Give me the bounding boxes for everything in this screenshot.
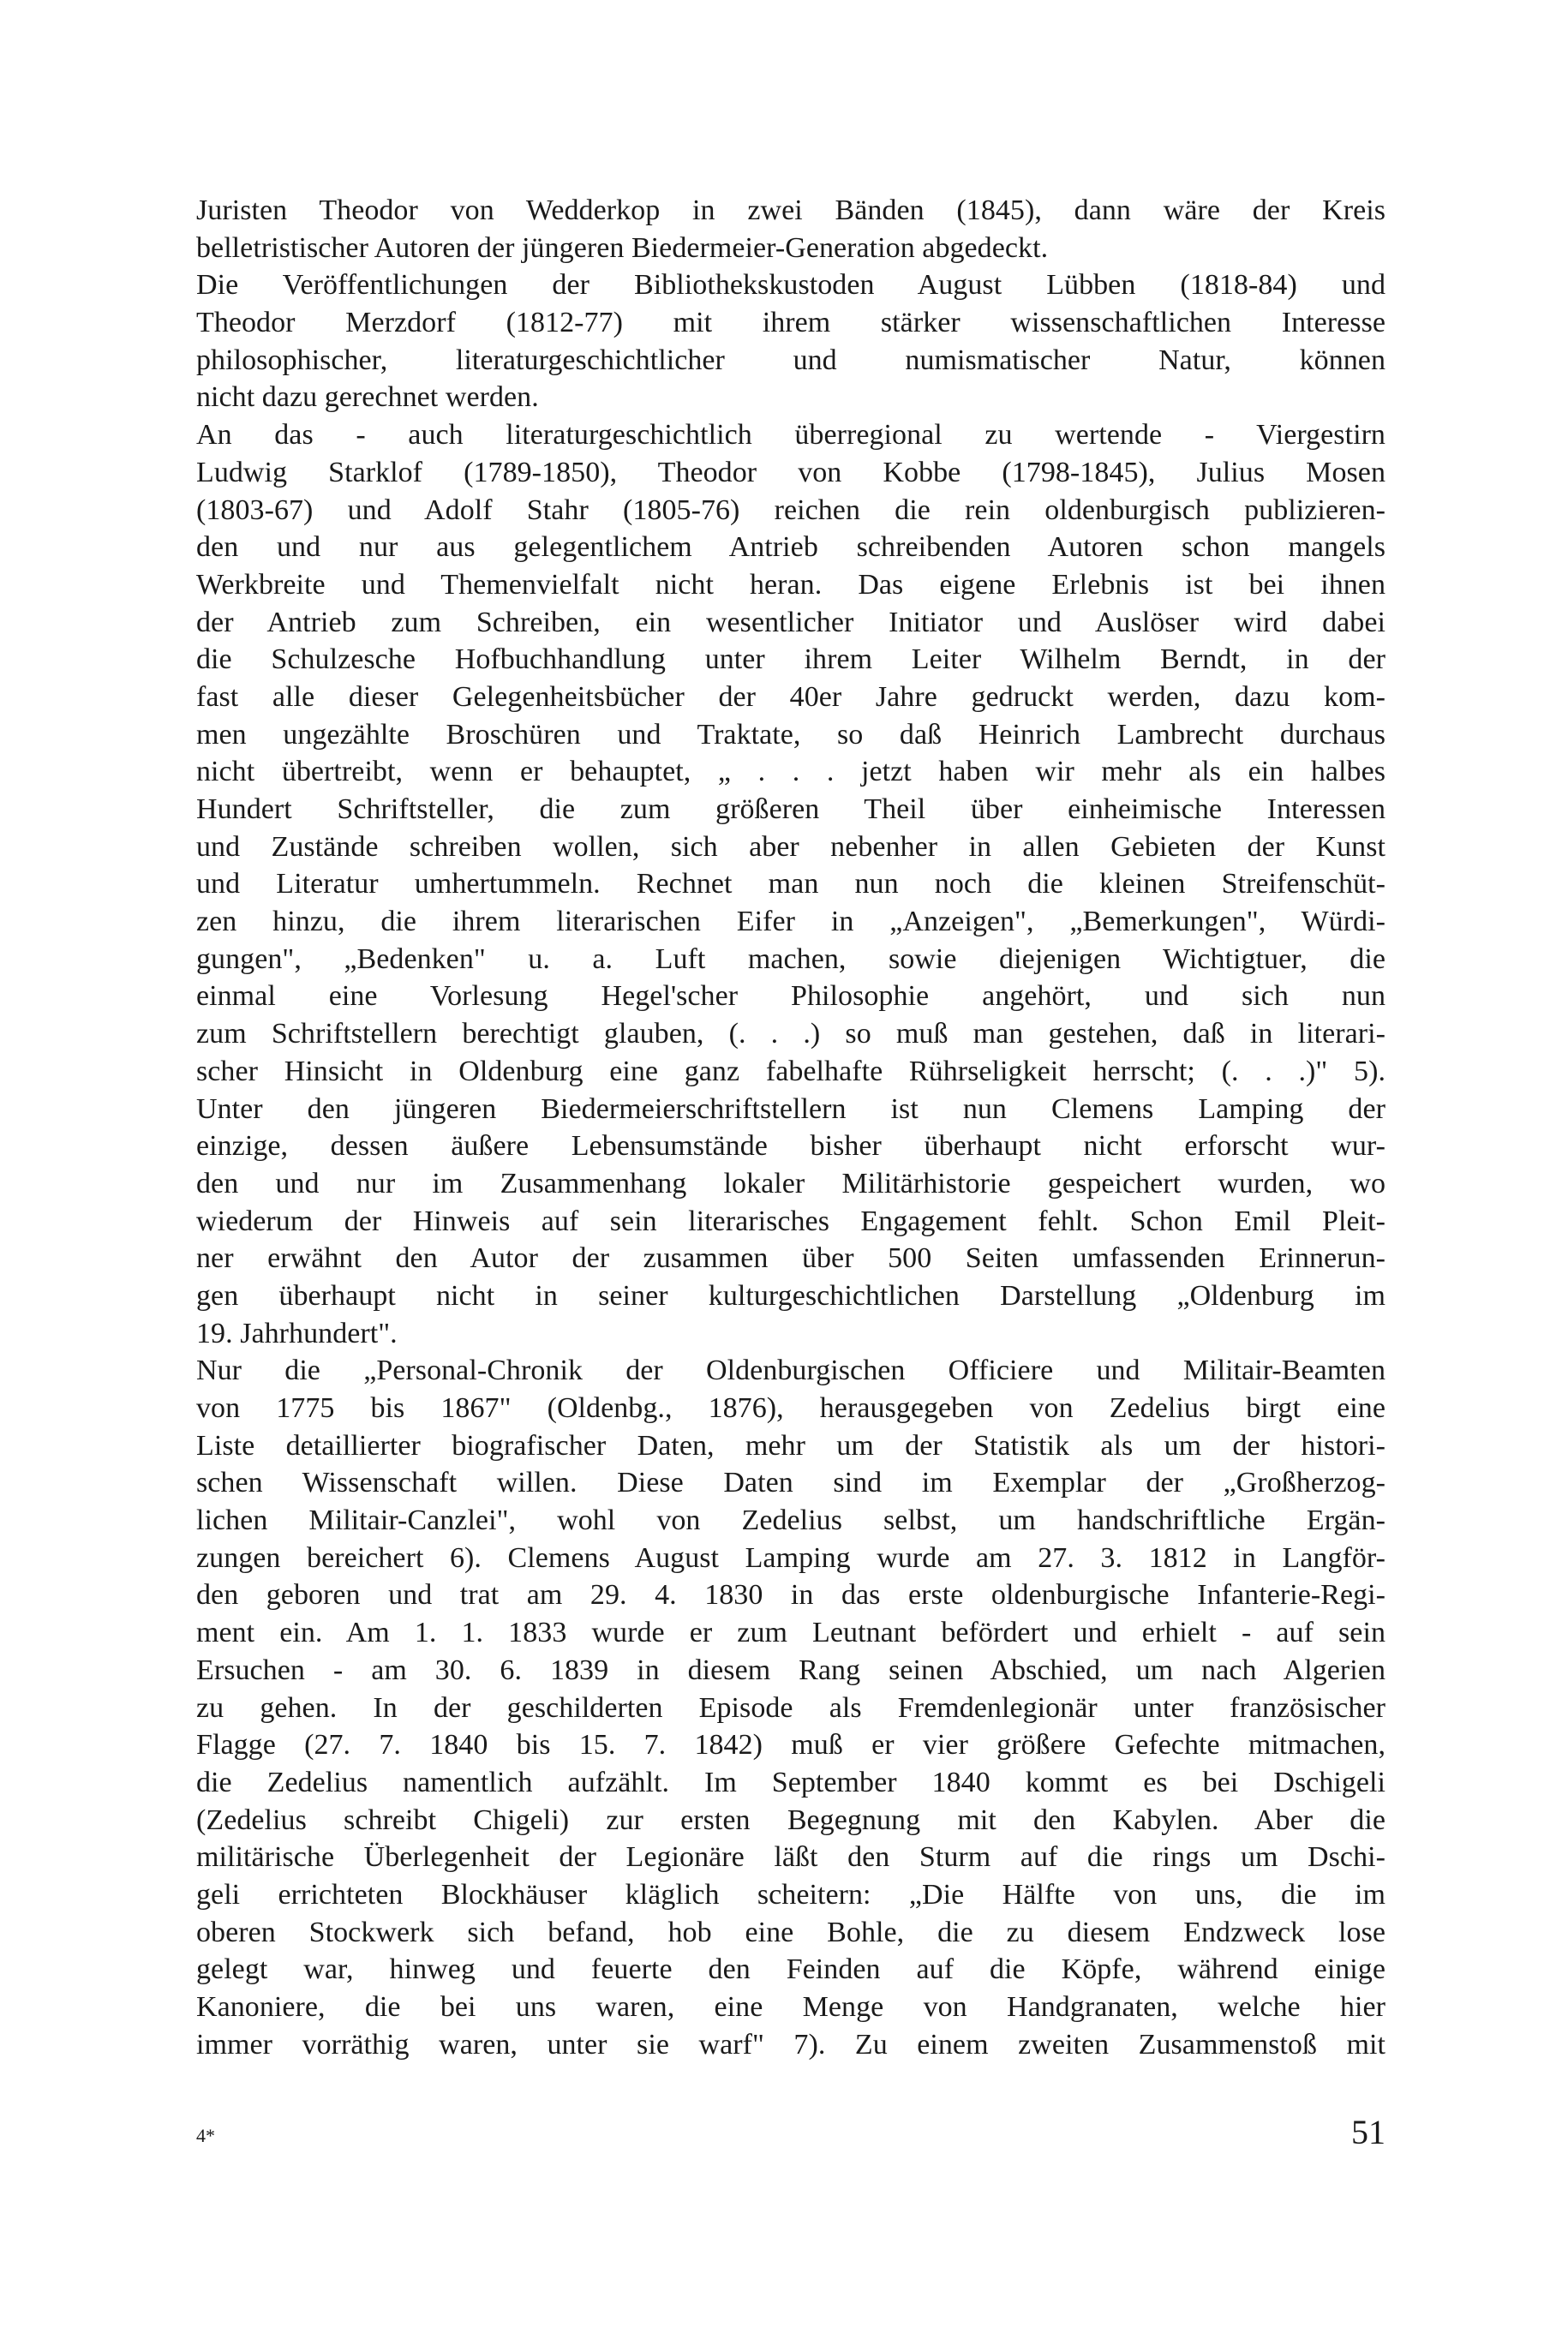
text-line: militärische Überlegenheit der Legionäre läßt den Sturm auf die rings um Dschi- [196, 1841, 1385, 1874]
page-number: 51 [1351, 2113, 1385, 2151]
text-line: gungen", „Bedenken" u. a. Luft machen, sowie diejenigen Wichtigtuer, die [196, 942, 1385, 975]
text-line: zen hinzu, die ihrem literarischen Eifer in „Anzeigen", „Bemerkungen", Würdi- [196, 906, 1385, 938]
text-line: den und nur im Zusammenhang lokaler Militärhistorie gespeichert wurden, wo [196, 1167, 1385, 1199]
text-line: zungen bereichert 6). Clemens August Lamping wurde am 27. 3. 1812 in Langför- [196, 1541, 1385, 1574]
text-line: nicht dazu gerechnet werden. [196, 381, 539, 414]
text-line: oberen Stockwerk sich befand, hob eine Bohle, die zu diesem Endzweck lose [196, 1916, 1385, 1948]
text-line: Unter den jüngeren Biedermeierschriftstellern ist nun Clemens Lamping der [196, 1092, 1385, 1125]
text-line: der Antrieb zum Schreiben, ein wesentlicher Initiator und Auslöser wird dabei [196, 606, 1385, 638]
text-line: (1803-67) und Adolf Stahr (1805-76) reichen die rein oldenburgisch publizieren- [196, 494, 1385, 526]
text-line: Flagge (27. 7. 1840 bis 15. 7. 1842) muß er vier größere Gefechte mitmachen, [196, 1729, 1385, 1762]
text-line: die Zedelius namentlich aufzählt. Im September 1840 kommt es bei Dschigeli [196, 1766, 1385, 1798]
text-line: philosophischer, literaturgeschichtlicher und numismatischer Natur, können [196, 344, 1385, 376]
text-line: fast alle dieser Gelegenheitsbücher der 40er Jahre gedruckt werden, dazu kom- [196, 680, 1385, 713]
text-line: scher Hinsicht in Oldenburg eine ganz fabelhafte Rührseligkeit herrscht; (. . .)" 5). [196, 1055, 1385, 1087]
text-line: gen überhaupt nicht in seiner kulturgeschichtlichen Darstellung „Oldenburg im [196, 1279, 1385, 1312]
text-line: und Zustände schreiben wollen, sich aber nebenher in allen Gebieten der Kunst [196, 830, 1385, 863]
text-line: Theodor Merzdorf (1812-77) mit ihrem stärker wissenschaftlichen Interesse [196, 307, 1385, 339]
text-line: zu gehen. In der geschilderten Episode als Fremdenlegionär unter französischer [196, 1691, 1385, 1724]
body-text [196, 192, 1385, 2063]
text-line: und Literatur umhertummeln. Rechnet man nun noch die kleinen Streifenschüt- [196, 868, 1385, 900]
text-line: Nur die „Personal-Chronik der Oldenburgischen Officiere und Militair-Beamten [196, 1355, 1385, 1387]
text-line: belletristischer Autoren der jüngeren Biedermeier-Generation abgedeckt. [196, 231, 1049, 264]
text-line: einzige, dessen äußere Lebensumstände bisher überhaupt nicht erforscht wur- [196, 1130, 1385, 1163]
text-line: gelegt war, hinweg und feuerte den Feinden auf die Köpfe, während einige [196, 1953, 1385, 1986]
text-line: Liste detaillierter biografischer Daten, mehr um der Statistik als um der histori- [196, 1429, 1385, 1462]
text-line: Die Veröffentlichungen der Bibliothekskustoden August Lübben (1818-84) und [196, 269, 1385, 302]
text-line: nicht übertreibt, wenn er behauptet, „ . . . jetzt haben wir mehr als ein halbes [196, 756, 1385, 788]
text-line: wiederum der Hinweis auf sein literarisches Engagement fehlt. Schon Emil Pleit- [196, 1205, 1385, 1237]
text-line: die Schulzesche Hofbuchhandlung unter ihrem Leiter Wilhelm Berndt, in der [196, 643, 1385, 676]
text-line: den und nur aus gelegentlichem Antrieb schreibenden Autoren schon mangels [196, 531, 1385, 564]
text-line: zum Schriftstellern berechtigt glauben, (. . .) so muß man gestehen, daß in literari- [196, 1018, 1385, 1050]
text-line: geli errichteten Blockhäuser kläglich scheitern: „Die Hälfte von uns, die im [196, 1878, 1385, 1911]
text-line: men ungezählte Broschüren und Traktate, so daß Heinrich Lambrecht durchaus [196, 718, 1385, 751]
text-line: 19. Jahrhundert". [196, 1317, 398, 1349]
text-line: Ersuchen - am 30. 6. 1839 in diesem Rang seinen Abschied, um nach Algerien [196, 1654, 1385, 1686]
text-line: immer vorräthig waren, unter sie warf" 7). Zu einem zweiten Zusammenstoß mit [196, 2028, 1385, 2061]
text-line: ner erwähnt den Autor der zusammen über 500 Seiten umfassenden Erinnerun- [196, 1242, 1385, 1275]
signature-mark: 4* [196, 2125, 215, 2146]
text-line: Werkbreite und Themenvielfalt nicht heran. Das eigene Erlebnis ist bei ihnen [196, 568, 1385, 601]
text-line: ment ein. Am 1. 1. 1833 wurde er zum Leutnant befördert und erhielt - auf sein [196, 1617, 1385, 1649]
text-line: Ludwig Starklof (1789-1850), Theodor von Kobbe (1798-1845), Julius Mosen [196, 456, 1385, 488]
text-line: Hundert Schriftsteller, die zum größeren Theil über einheimische Interessen [196, 793, 1385, 825]
text-line: Juristen Theodor von Wedderkop in zwei Bänden (1845), dann wäre der Kreis [196, 194, 1385, 226]
text-line: einmal eine Vorlesung Hegel'scher Philosophie angehört, und sich nun [196, 980, 1385, 1013]
text-line: von 1775 bis 1867" (Oldenbg., 1876), herausgegeben von Zedelius birgt eine [196, 1392, 1385, 1424]
text-line: schen Wissenschaft willen. Diese Daten sind im Exemplar der „Großherzog- [196, 1467, 1385, 1499]
text-line: An das - auch literaturgeschichtlich überregional zu wertende - Viergestirn [196, 419, 1385, 452]
text-line: Kanoniere, die bei uns waren, eine Menge von Handgranaten, welche hier [196, 1991, 1385, 2023]
text-line: (Zedelius schreibt Chigeli) zur ersten Begegnung mit den Kabylen. Aber die [196, 1804, 1385, 1836]
text-line: lichen Militair-Canzlei", wohl von Zedelius selbst, um handschriftliche Ergän- [196, 1504, 1385, 1537]
text-line: den geboren und trat am 29. 4. 1830 in das erste oldenburgische Infanterie-Regi- [196, 1579, 1385, 1612]
